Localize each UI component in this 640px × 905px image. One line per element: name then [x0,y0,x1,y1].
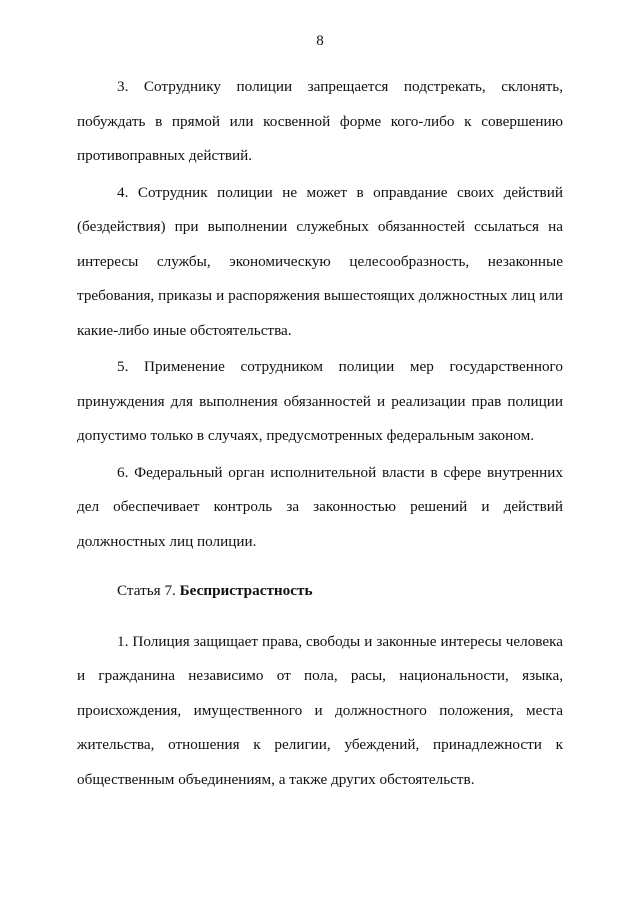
page-number: 8 [316,33,324,49]
article-title: Беспристрастность [179,582,313,599]
paragraph-3: 3. Сотруднику полиции запрещается подстрекать, склонять, побуждать в прямой или косвенной форме кого-либо к совершению противоправных действий. [77,78,563,164]
paragraph-6: 6. Федеральный орган исполнительной власти в сфере внутренних дел обеспечивает контроль за законностью решений и действий должностных лиц полиции. [77,463,563,550]
article-label: Статья 7. [117,582,176,599]
article-heading [77,574,563,609]
article-7-paragraph-1: 1. Полиция защищает права, свободы и законные интересы человека и гражданина независимо от пола, расы, национальности, языка, происхождения, имущественного и должностного положения, места жительства, отношения к религии, убеждений, принадлежности к общественным объединениям, а также других обстоятельств. [77,632,563,788]
paragraph-5: 5. Применение сотрудником полиции мер государственного принуждения для выполнения обязанностей и реализации прав полиции допустимо только в случаях, предусмотренных федеральным законом. [77,358,563,444]
document-body [77,70,563,799]
paragraph-4: 4. Сотрудник полиции не может в оправдание своих действий (бездействия) при выполнении служебных обязанностей ссылаться на интересы службы, экономическую целесообразность, незаконные требования, приказы и распоряжения вышестоящих должностных лиц или какие-либо иные обстоятельства. [77,183,563,339]
